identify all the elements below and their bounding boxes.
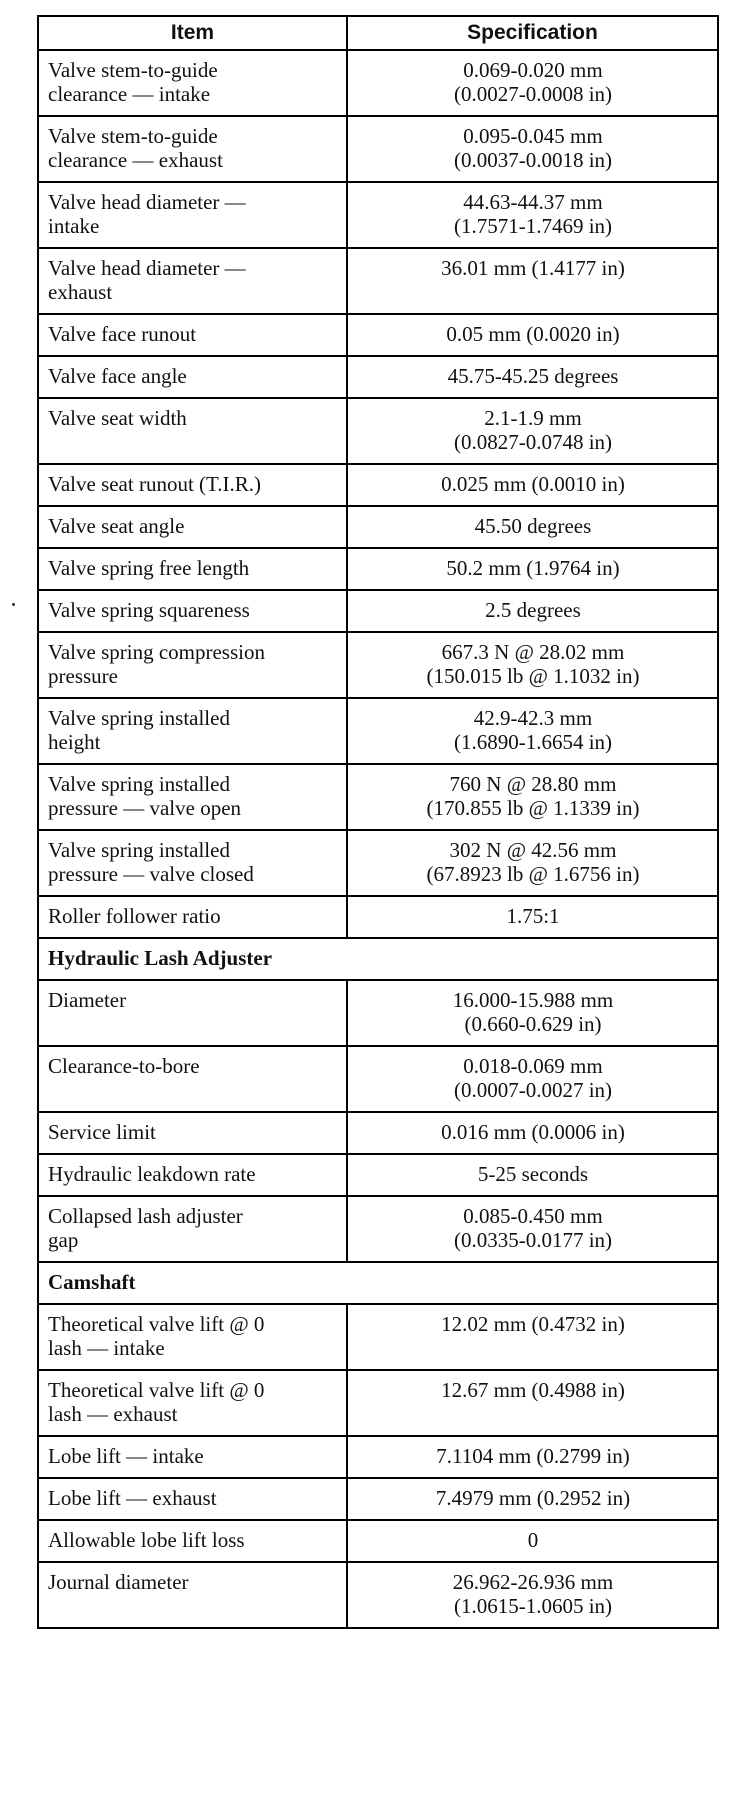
spec-cell-line: 0.05 mm (0.0020 in) — [446, 322, 620, 346]
spec-cell — [347, 548, 718, 590]
table-row — [38, 1478, 718, 1520]
item-cell-line: Valve face angle — [48, 364, 187, 388]
spec-cell-line: 0 — [527, 1528, 539, 1552]
spec-cell — [347, 980, 718, 1046]
spec-cell-line: 2.5 degrees — [485, 598, 581, 622]
item-cell — [38, 980, 347, 1046]
item-cell — [38, 248, 347, 314]
item-cell-line: pressure — valve closed — [48, 862, 254, 886]
item-cell-line: Valve seat angle — [48, 514, 185, 538]
table-row — [38, 464, 718, 506]
table-row — [38, 980, 718, 1046]
spec-cell-line: (0.0827-0.0748 in) — [453, 430, 613, 454]
item-cell-line: pressure — [48, 664, 118, 688]
item-cell-line: clearance — intake — [48, 82, 211, 106]
spec-cell — [347, 632, 718, 698]
item-cell-line: Valve spring installed — [48, 706, 230, 730]
spec-cell — [347, 698, 718, 764]
item-cell — [38, 548, 347, 590]
spec-cell — [347, 1196, 718, 1262]
table-row — [38, 830, 718, 896]
item-cell-line: Theoretical valve lift @ 0 — [48, 1378, 265, 1402]
spec-cell-line: 7.1104 mm (0.2799 in) — [436, 1444, 630, 1468]
table-row — [38, 1154, 718, 1196]
spec-cell — [347, 1370, 718, 1436]
spec-cell-line: 0.016 mm (0.0006 in) — [441, 1120, 625, 1144]
spec-cell-line: (170.855 lb @ 1.1339 in) — [426, 796, 640, 820]
item-cell — [38, 398, 347, 464]
section-title-line: Hydraulic Lash Adjuster — [48, 946, 273, 970]
item-cell — [38, 632, 347, 698]
table-row — [38, 356, 718, 398]
spec-cell — [347, 506, 718, 548]
spec-cell-line: 0.085-0.450 mm — [463, 1204, 603, 1228]
item-cell-line: height — [48, 730, 101, 754]
spec-cell-line: 5-25 seconds — [477, 1162, 589, 1186]
spec-cell-line: 667.3 N @ 28.02 mm — [441, 640, 625, 664]
item-cell-line: Valve seat width — [48, 406, 187, 430]
table-row — [38, 548, 718, 590]
item-cell-line: lash — intake — [48, 1336, 165, 1360]
spec-cell-line: 12.67 mm (0.4988 in) — [441, 1378, 625, 1402]
spec-cell-line: 1.75:1 — [506, 904, 560, 928]
item-cell-line: pressure — valve open — [48, 796, 242, 820]
table-row — [38, 896, 718, 938]
table-row — [38, 116, 718, 182]
item-cell-line: Diameter — [48, 988, 127, 1012]
spec-cell-line: 302 N @ 42.56 mm — [449, 838, 617, 862]
spec-cell — [347, 248, 718, 314]
spec-cell-line: 0.025 mm (0.0010 in) — [441, 472, 625, 496]
spec-cell-line: 0.095-0.045 mm — [463, 124, 603, 148]
item-cell — [38, 1562, 347, 1628]
spec-cell-line: (67.8923 lb @ 1.6756 in) — [426, 862, 640, 886]
spec-cell-line: (150.015 lb @ 1.1032 in) — [426, 664, 640, 688]
scan-speck — [12, 603, 15, 606]
table-row — [38, 1196, 718, 1262]
item-cell — [38, 590, 347, 632]
table-row — [38, 1520, 718, 1562]
spec-cell-line: 0.018-0.069 mm — [463, 1054, 603, 1078]
item-cell-line: Valve seat runout (T.I.R.) — [48, 472, 262, 496]
table-row — [38, 506, 718, 548]
section-title — [38, 938, 718, 980]
spec-table-body — [38, 50, 718, 1628]
item-cell-line: Valve spring free length — [48, 556, 250, 580]
spec-cell-line: 26.962-26.936 mm — [452, 1570, 614, 1594]
spec-column-header: Specification — [347, 16, 718, 50]
item-cell-line: gap — [48, 1228, 79, 1252]
spec-cell-line: (0.660-0.629 in) — [464, 1012, 602, 1036]
spec-cell-line: (0.0027-0.0008 in) — [453, 82, 613, 106]
item-cell — [38, 1520, 347, 1562]
spec-cell — [347, 356, 718, 398]
table-row — [38, 698, 718, 764]
item-cell — [38, 50, 347, 116]
item-cell-line: Theoretical valve lift @ 0 — [48, 1312, 265, 1336]
item-cell-line: Valve spring squareness — [48, 598, 250, 622]
item-cell — [38, 1112, 347, 1154]
table-row — [38, 764, 718, 830]
spec-cell — [347, 1304, 718, 1370]
table-row — [38, 590, 718, 632]
item-cell-line: Valve spring installed — [48, 838, 230, 862]
spec-cell — [347, 50, 718, 116]
section-header-row — [38, 1262, 718, 1304]
spec-cell — [347, 1436, 718, 1478]
item-cell — [38, 896, 347, 938]
item-cell-line: Service limit — [48, 1120, 156, 1144]
spec-cell — [347, 830, 718, 896]
spec-cell — [347, 314, 718, 356]
item-cell — [38, 1046, 347, 1112]
spec-cell — [347, 398, 718, 464]
item-cell-line: Allowable lobe lift loss — [48, 1528, 245, 1552]
table-row — [38, 1046, 718, 1112]
section-title-line: Camshaft — [48, 1270, 136, 1294]
item-cell-line: Roller follower ratio — [48, 904, 221, 928]
item-cell — [38, 830, 347, 896]
table-row — [38, 1112, 718, 1154]
spec-cell-line: 760 N @ 28.80 mm — [449, 772, 617, 796]
item-cell-line: Valve spring installed — [48, 772, 230, 796]
section-title — [38, 1262, 718, 1304]
spec-cell-line: 12.02 mm (0.4732 in) — [441, 1312, 625, 1336]
item-cell-line: Valve head diameter — — [48, 256, 246, 280]
table-row — [38, 1562, 718, 1628]
table-row — [38, 1436, 718, 1478]
spec-cell-line: (1.6890-1.6654 in) — [453, 730, 613, 754]
item-cell-line: exhaust — [48, 280, 113, 304]
spec-cell-line: (0.0335-0.0177 in) — [453, 1228, 613, 1252]
item-cell — [38, 506, 347, 548]
spec-cell-line: (0.0007-0.0027 in) — [453, 1078, 613, 1102]
item-cell-line: Valve spring compression — [48, 640, 265, 664]
header-row — [38, 16, 718, 50]
table-row — [38, 1370, 718, 1436]
spec-cell — [347, 1520, 718, 1562]
spec-cell — [347, 464, 718, 506]
spec-cell — [347, 764, 718, 830]
spec-cell-line: 44.63-44.37 mm — [463, 190, 603, 214]
spec-cell-line: 42.9-42.3 mm — [473, 706, 593, 730]
table-row — [38, 248, 718, 314]
item-cell-line: Valve stem-to-guide — [48, 124, 218, 148]
spec-cell — [347, 1112, 718, 1154]
item-cell — [38, 764, 347, 830]
item-cell — [38, 1304, 347, 1370]
item-cell — [38, 1478, 347, 1520]
table-row — [38, 314, 718, 356]
spec-cell — [347, 590, 718, 632]
item-cell-line: Collapsed lash adjuster — [48, 1204, 243, 1228]
spec-cell — [347, 896, 718, 938]
item-column-header: Item — [38, 16, 347, 50]
item-cell-line: clearance — exhaust — [48, 148, 223, 172]
spec-cell-line: (1.7571-1.7469 in) — [453, 214, 613, 238]
item-cell — [38, 1370, 347, 1436]
item-cell-line: Lobe lift — intake — [48, 1444, 204, 1468]
spec-table — [37, 15, 719, 1629]
table-row — [38, 50, 718, 116]
spec-cell-line: (0.0037-0.0018 in) — [453, 148, 613, 172]
table-row — [38, 1304, 718, 1370]
item-cell — [38, 314, 347, 356]
item-cell — [38, 182, 347, 248]
item-cell-line: Journal diameter — [48, 1570, 189, 1594]
item-cell — [38, 1154, 347, 1196]
spec-cell — [347, 116, 718, 182]
item-cell — [38, 356, 347, 398]
table-row — [38, 182, 718, 248]
item-cell-line: Valve head diameter — — [48, 190, 246, 214]
item-cell-line: Clearance-to-bore — [48, 1054, 200, 1078]
spec-cell — [347, 182, 718, 248]
item-cell-line: lash — exhaust — [48, 1402, 178, 1426]
spec-cell-line: 50.2 mm (1.9764 in) — [446, 556, 620, 580]
item-cell — [38, 1196, 347, 1262]
item-cell-line: Valve face runout — [48, 322, 197, 346]
item-cell — [38, 464, 347, 506]
item-cell-line: intake — [48, 214, 100, 238]
table-row — [38, 632, 718, 698]
spec-cell — [347, 1478, 718, 1520]
spec-cell-line: 2.1-1.9 mm — [484, 406, 582, 430]
item-cell — [38, 698, 347, 764]
spec-cell-line: 45.75-45.25 degrees — [447, 364, 619, 388]
spec-cell-line: (1.0615-1.0605 in) — [453, 1594, 613, 1618]
spec-cell — [347, 1562, 718, 1628]
section-header-row — [38, 938, 718, 980]
table-row — [38, 398, 718, 464]
spec-cell-line: 16.000-15.988 mm — [452, 988, 614, 1012]
item-cell-line: Valve stem-to-guide — [48, 58, 218, 82]
spec-cell-line: 7.4979 mm (0.2952 in) — [435, 1486, 631, 1510]
spec-cell-line: 45.50 degrees — [474, 514, 592, 538]
spec-cell — [347, 1046, 718, 1112]
item-cell — [38, 1436, 347, 1478]
spec-cell-line: 36.01 mm (1.4177 in) — [441, 256, 625, 280]
spec-cell-line: 0.069-0.020 mm — [463, 58, 603, 82]
item-cell — [38, 116, 347, 182]
item-cell-line: Hydraulic leakdown rate — [48, 1162, 256, 1186]
item-cell-line: Lobe lift — exhaust — [48, 1486, 217, 1510]
spec-cell — [347, 1154, 718, 1196]
